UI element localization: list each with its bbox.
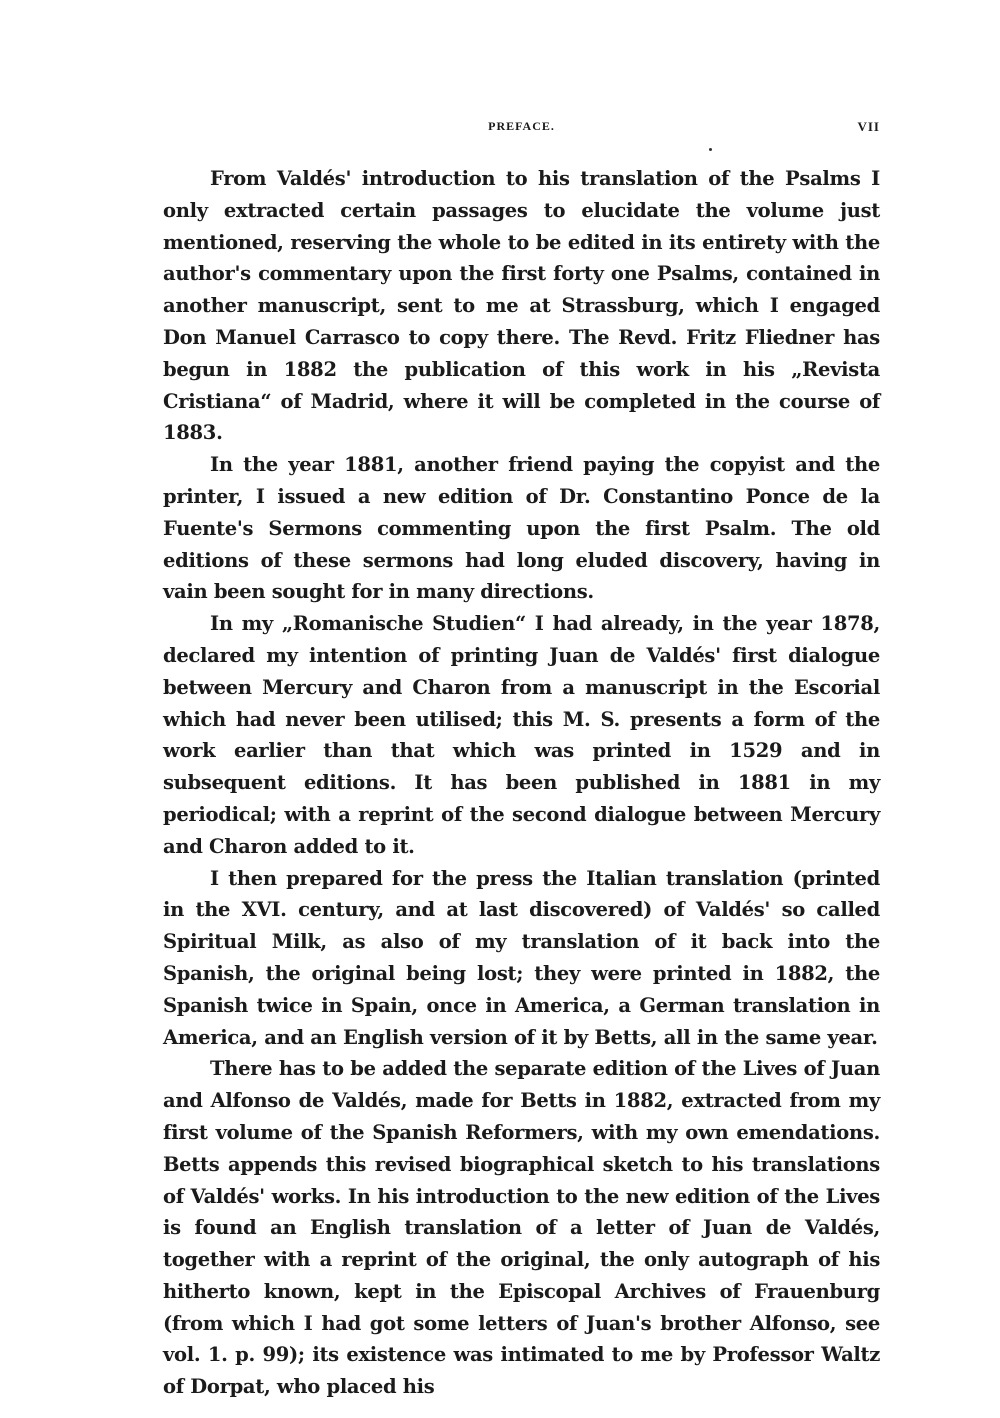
paragraph-psalms-commentary: From Valdés' introduction to his translation of the Psalms I only extracted certain passages to elucidate the volume just mentioned, reserving the whole to be edited in its entirety with the author's commentary upon the first forty one Psalms, contained in another manuscript, sent to me at Strassburg, which I engaged Don Manuel Carrasco to copy there. The Revd. Fritz Fliedner has begun in 1882 the publication of this work in his „Revista Cristiana“ of Madrid, where it will be completed in the course of 1883.	[163, 167, 880, 445]
paragraph-ponce-sermons: In the year 1881, another friend paying the copyist and the printer, I issued a new edition of Dr. Constantino Ponce de la Fuente's Sermons commenting upon the first Psalm. The old editions of these sermons had long eluded discovery, having in vain been sought for in many directions.	[163, 453, 880, 604]
running-head	[163, 119, 880, 139]
paragraph-lives-edition: There has to be added the separate edition of the Lives of Juan and Alfonso de Valdés, made for Betts in 1882, extracted from my first volume of the Spanish Reformers, with my own emendations. Betts appends this revised biographical sketch to his translations of Valdés' works. In his introduction to the new edition of the Lives is found an English translation of a letter of Juan de Valdés, together with a reprint of the original, the only autograph of his hitherto known, kept in the Episcopal Archives of Frauenburg (from which I had got some letters of Juan's brother Alfonso, see vol. 1. p. 99); its existence was intimated to me by Professor Waltz of Dorpat, who placed his	[163, 1057, 880, 1399]
running-title: PREFACE.	[488, 119, 555, 133]
paragraph-mercury-charon: In my „Romanische Studien“ I had already, in the year 1878, declared my intention of printing Juan de Valdés' first dialogue between Mercury and Charon from a manuscript in the Escorial which had never been utilised; this M. S. presents a form of the work earlier than that which was printed in 1529 and in subsequent editions. It has been published in 1881 in my periodical; with a reprint of the second dialogue between Mercury and Charon added to it.	[163, 612, 880, 858]
body-text	[163, 163, 880, 1403]
paragraph-spiritual-milk: I then prepared for the press the Italian translation (printed in the XVI. century, and at last discovered) of Valdés' so called Spiritual Milk, as also of my translation of it back into the Spanish, the original being lost; they were printed in 1882, the Spanish twice in Spain, once in America, a German translation in America, and an English version of it by Betts, all in the same year.	[163, 866, 880, 1049]
page-number: VII	[857, 119, 880, 134]
ink-speck	[709, 148, 712, 151]
